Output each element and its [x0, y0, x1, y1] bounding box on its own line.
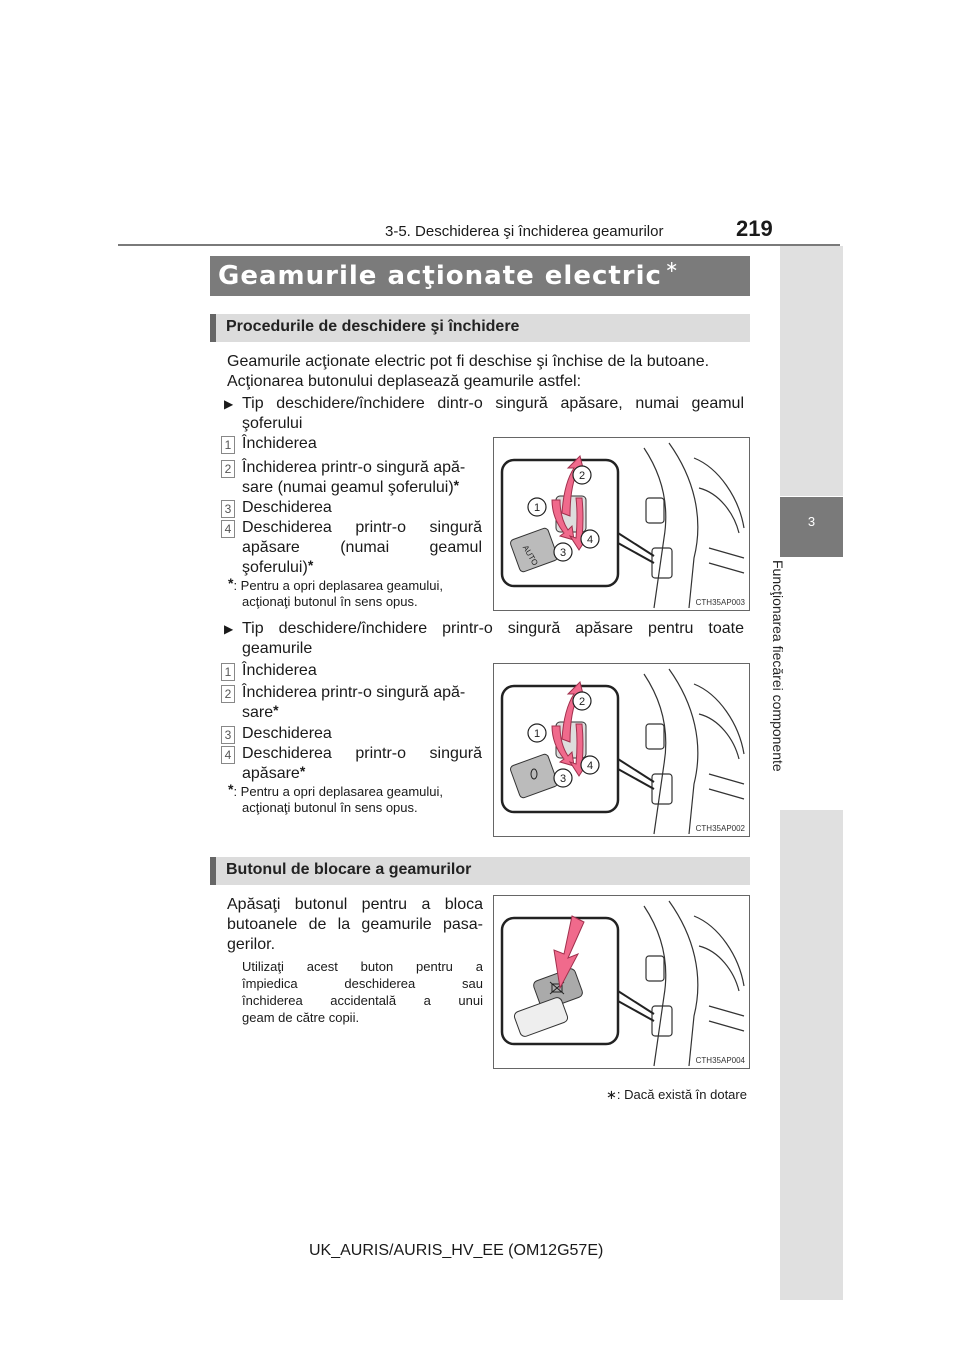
figure-id: CTH35AP002 — [695, 824, 745, 833]
figure-id: CTH35AP004 — [695, 1056, 745, 1065]
svg-text:2: 2 — [578, 470, 586, 482]
svg-text:4: 4 — [586, 760, 594, 772]
figure-id: CTH35AP003 — [695, 598, 745, 607]
window-switch-illustration — [494, 664, 749, 836]
title-marker: ∗ — [664, 257, 680, 276]
footnote-1-line-2: acţionaţi butonul în sens opus. — [242, 594, 418, 609]
list-1-num: 3 — [221, 500, 235, 518]
bullet-arrow-icon: ▶ — [224, 397, 234, 411]
svg-text:AUTO: AUTO — [520, 543, 540, 568]
list-1-item-4-line-1: Deschiderea printr-o singură — [242, 519, 482, 536]
list-2-item-1: Închiderea — [242, 662, 317, 679]
figure-window-switch-all — [493, 663, 750, 837]
bullet-2-line-1: Tip deschidere/închidere printr-o singură apăsare pentru toate — [242, 620, 744, 637]
lock-body-line-1: Apăsaţi butonul pentru a bloca — [227, 896, 483, 913]
list-2-item-2-line-2: sare* — [242, 702, 279, 721]
list-2-item-4-line-1: Deschiderea printr-o singură — [242, 745, 482, 762]
page-title-bar — [210, 256, 750, 296]
list-1-num: 2 — [221, 460, 235, 478]
footnote-2-line-2: acţionaţi butonul în sens opus. — [242, 800, 418, 815]
header-rule — [118, 244, 840, 246]
bullet-2-line-2: geamurile — [242, 640, 313, 657]
list-1-item-4-line-3: şoferului)* — [242, 557, 314, 576]
list-1-num: 4 — [221, 520, 235, 538]
page-number: 219 — [736, 216, 773, 241]
lock-note-line-1: Utilizaţi acest buton pentru a — [242, 959, 483, 974]
lock-switch-illustration — [494, 896, 749, 1068]
list-1-item-4-line-2: apăsare (numai geamul — [242, 539, 482, 556]
svg-text:4: 4 — [586, 534, 594, 546]
list-2-item-2-line-1: Închiderea printr-o singură apă- — [242, 684, 466, 701]
lock-note-line-3: închiderea accidentală a unui — [242, 993, 483, 1008]
window-switch-illustration — [494, 438, 749, 610]
list-2-num: 1 — [221, 663, 235, 681]
side-tab-top — [780, 246, 843, 496]
intro-line-2: Acţionarea butonului deplasează geamurile astfel: — [227, 373, 582, 390]
lock-body-line-3: gerilor. — [227, 936, 276, 953]
section-heading-procedures: Procedurile de deschidere şi închidere — [210, 314, 750, 342]
page-title: Geamurile acţionate electric ∗ — [218, 257, 680, 291]
svg-text:2: 2 — [578, 696, 586, 708]
section-heading-lock: Butonul de blocare a geamurilor — [210, 857, 750, 885]
list-1-item-2-line-1: Închiderea printr-o singură apă- — [242, 459, 466, 476]
list-2-num: 4 — [221, 746, 235, 764]
side-tab-label: Funcţionarea fiecărei componente — [770, 560, 786, 772]
lock-note-line-4: geam de către copii. — [242, 1010, 360, 1025]
bullet-arrow-icon: ▶ — [224, 622, 234, 636]
list-1-num: 1 — [221, 436, 235, 454]
side-tab-label-wrap — [770, 560, 807, 790]
footnote-2-line-1: *: Pentru a opri deplasarea geamului, — [228, 781, 444, 799]
footnote-1-line-1: *: Pentru a opri deplasarea geamului, — [228, 575, 444, 593]
svg-text:3: 3 — [559, 547, 567, 559]
bullet-1-line-1: Tip deschidere/închidere dintr-o singură apăsare, numai geamul — [242, 395, 744, 412]
svg-text:1: 1 — [533, 502, 541, 514]
side-tab-number: 3 — [807, 514, 816, 529]
optional-equipment-note: ∗: Dacă există în dotare — [606, 1087, 747, 1102]
figure-window-switch-driver — [493, 437, 750, 611]
list-1-item-2-line-2: sare (numai geamul şoferului)* — [242, 477, 460, 496]
lock-note-line-2: împiedica deschiderea sau — [242, 976, 483, 991]
bullet-1-line-2: şoferului — [242, 415, 303, 432]
intro-line-1: Geamurile acţionate electric pot fi deschise şi închise de la butoane. — [227, 353, 710, 370]
side-tab-bottom — [780, 810, 843, 1300]
list-2-num: 3 — [221, 726, 235, 744]
document-footer: UK_AURIS/AURIS_HV_EE (OM12G57E) — [309, 1242, 604, 1259]
lock-body-line-2: butoanele de la geamurile pasa- — [227, 916, 483, 933]
list-2-item-3: Deschiderea — [242, 725, 332, 742]
list-2-num: 2 — [221, 685, 235, 703]
list-1-item-3: Deschiderea — [242, 499, 332, 516]
figure-window-lock-switch — [493, 895, 750, 1069]
svg-text:3: 3 — [559, 773, 567, 785]
svg-text:1: 1 — [533, 728, 541, 740]
list-2-item-4-line-2: apăsare* — [242, 763, 306, 782]
list-1-item-1: Închiderea — [242, 435, 317, 452]
running-header-section: 3-5. Deschiderea şi închiderea geamurilor — [385, 223, 664, 240]
